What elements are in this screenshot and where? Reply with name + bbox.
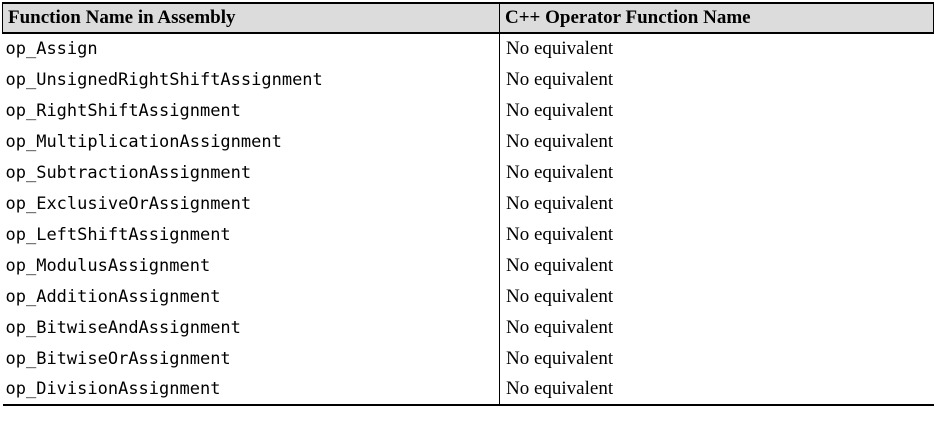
assembly-function-cell: op_Assign	[3, 33, 500, 64]
assembly-function-cell: op_AdditionAssignment	[3, 281, 500, 312]
assembly-function-cell: op_BitwiseOrAssignment	[3, 343, 500, 374]
cpp-operator-cell: No equivalent	[506, 99, 614, 121]
assembly-function-cell: op_ModulusAssignment	[3, 250, 500, 281]
header-function-name-in-assembly: Function Name in Assembly	[3, 3, 500, 33]
table-row	[3, 250, 934, 281]
cpp-operator-cell: No equivalent	[500, 374, 934, 405]
cpp-operator-cell: No equivalent	[506, 347, 614, 369]
header-cpp-operator-function-name: C++ Operator Function Name	[500, 3, 934, 33]
assembly-function-cell: op_BitwiseAndAssignment	[3, 312, 500, 343]
operator-table-container	[2, 2, 933, 406]
assembly-function-cell: op_DivisionAssignment	[3, 374, 500, 405]
table-row	[3, 157, 934, 188]
table-row	[3, 281, 934, 312]
operator-table	[2, 2, 934, 406]
assembly-function-cell: op_UnsignedRightShiftAssignment	[3, 64, 500, 95]
table-row	[3, 95, 934, 126]
table-row	[3, 374, 934, 405]
cpp-operator-cell: No equivalent	[506, 38, 614, 59]
assembly-function-cell: op_LeftShiftAssignment	[3, 219, 500, 250]
table-row	[3, 188, 934, 219]
table-row	[3, 343, 934, 374]
table-body	[3, 33, 934, 405]
cpp-operator-cell: No equivalent	[506, 161, 614, 183]
table-header-row	[3, 3, 934, 33]
assembly-function-cell: op_SubtractionAssignment	[3, 157, 500, 188]
assembly-function-cell: op_ExclusiveOrAssignment	[3, 188, 500, 219]
cpp-operator-cell: No equivalent	[506, 68, 614, 90]
cpp-operator-cell: No equivalent	[506, 192, 614, 214]
table-row	[3, 64, 934, 95]
cpp-operator-cell: No equivalent	[506, 254, 614, 276]
table-row	[3, 33, 934, 64]
table-row	[3, 126, 934, 157]
table-row	[3, 219, 934, 250]
assembly-function-cell: op_RightShiftAssignment	[3, 95, 500, 126]
cpp-operator-cell: No equivalent	[506, 285, 614, 307]
cpp-operator-cell: No equivalent	[506, 223, 614, 245]
cpp-operator-cell: No equivalent	[506, 130, 614, 152]
assembly-function-cell: op_MultiplicationAssignment	[3, 126, 500, 157]
table-row	[3, 312, 934, 343]
cpp-operator-cell: No equivalent	[506, 316, 614, 338]
